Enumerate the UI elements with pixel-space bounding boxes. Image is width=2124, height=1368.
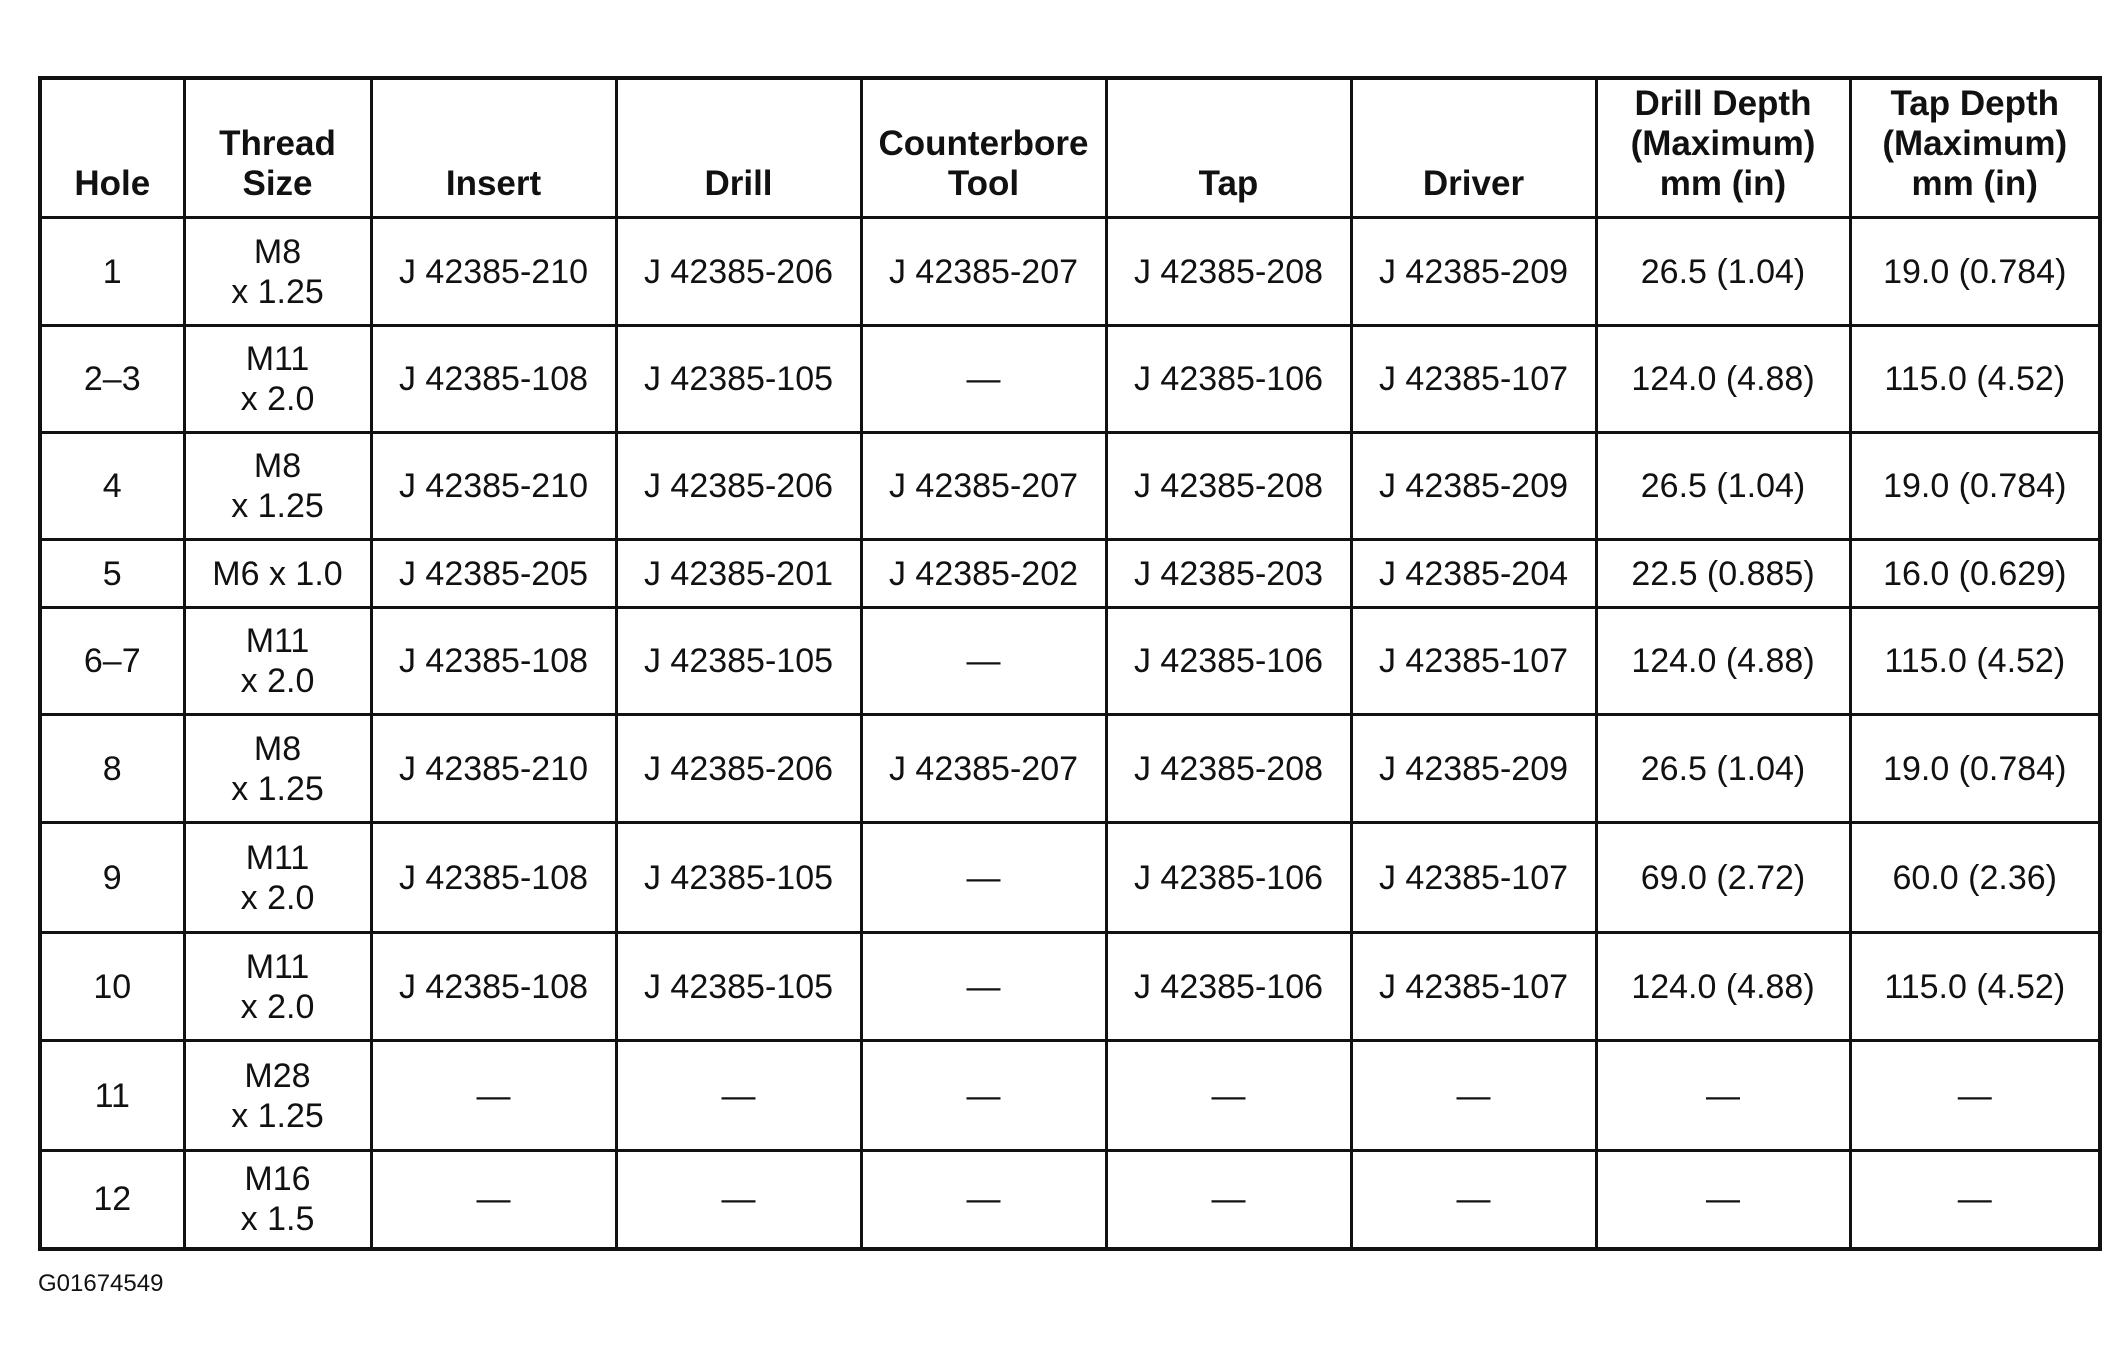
cell-thread-size: [184, 326, 371, 433]
header-tap: Tap: [1106, 78, 1351, 218]
cell-driver: —: [1351, 1041, 1596, 1151]
cell-tap-depth: 115.0 (4.52): [1850, 326, 2100, 433]
cell-counterbore-tool: —: [861, 608, 1106, 715]
cell-tap: —: [1106, 1151, 1351, 1249]
table-row: [40, 1151, 2100, 1249]
cell-insert: J 42385-205: [371, 540, 616, 608]
cell-drill: J 42385-105: [616, 823, 861, 933]
cell-insert: J 42385-210: [371, 218, 616, 326]
cell-hole: 9: [40, 823, 184, 933]
header-tap-depth: Tap Depth (Maximum) mm (in): [1850, 78, 2100, 218]
cell-driver: J 42385-209: [1351, 218, 1596, 326]
cell-driver: J 42385-209: [1351, 433, 1596, 540]
figure-id: G01674549: [38, 1270, 164, 1297]
cell-counterbore-tool: J 42385-207: [861, 715, 1106, 823]
cell-drill-depth: —: [1596, 1151, 1850, 1249]
cell-drill: J 42385-201: [616, 540, 861, 608]
cell-drill-depth: 26.5 (1.04): [1596, 715, 1850, 823]
cell-driver: J 42385-107: [1351, 608, 1596, 715]
cell-drill: J 42385-206: [616, 433, 861, 540]
cell-insert: J 42385-210: [371, 433, 616, 540]
cell-tap-depth: 19.0 (0.784): [1850, 433, 2100, 540]
cell-tap: J 42385-208: [1106, 218, 1351, 326]
cell-thread-size: [184, 218, 371, 326]
cell-counterbore-tool: —: [861, 1041, 1106, 1151]
thread-size-line: x 2.0: [240, 662, 315, 700]
cell-driver: J 42385-209: [1351, 715, 1596, 823]
cell-tap-depth: 115.0 (4.52): [1850, 608, 2100, 715]
cell-drill: —: [616, 1041, 861, 1151]
header-hole: Hole: [40, 78, 184, 218]
cell-counterbore-tool: —: [861, 1151, 1106, 1249]
cell-hole: 1: [40, 218, 184, 326]
cell-drill-depth: 124.0 (4.88): [1596, 326, 1850, 433]
cell-hole: 5: [40, 540, 184, 608]
header-drill-depth: Drill Depth (Maximum) mm (in): [1596, 78, 1850, 218]
thread-size-line: M8: [253, 447, 302, 485]
cell-hole: 8: [40, 715, 184, 823]
header-driver: Driver: [1351, 78, 1596, 218]
thread-size-line: x 2.0: [240, 987, 315, 1026]
thread-size-line: M8: [253, 232, 302, 271]
cell-tap: J 42385-106: [1106, 933, 1351, 1041]
cell-driver: J 42385-204: [1351, 540, 1596, 608]
table-body: [40, 218, 2100, 1249]
thread-size-line: x 1.25: [231, 769, 324, 808]
cell-counterbore-tool: J 42385-207: [861, 218, 1106, 326]
table-row: [40, 933, 2100, 1041]
cell-insert: J 42385-108: [371, 823, 616, 933]
cell-tap-depth: 19.0 (0.784): [1850, 715, 2100, 823]
cell-thread-size: [184, 1041, 371, 1151]
cell-drill-depth: 22.5 (0.885): [1596, 540, 1850, 608]
table-row: [40, 1041, 2100, 1151]
cell-tap: J 42385-106: [1106, 326, 1351, 433]
cell-thread-size: [184, 933, 371, 1041]
cell-thread-size: [184, 715, 371, 823]
header-row: [40, 78, 2100, 218]
cell-drill: J 42385-105: [616, 326, 861, 433]
cell-tap: J 42385-208: [1106, 715, 1351, 823]
cell-counterbore-tool: J 42385-207: [861, 433, 1106, 540]
thread-size-line: x 1.25: [231, 487, 324, 525]
cell-driver: J 42385-107: [1351, 933, 1596, 1041]
cell-thread-size: [184, 608, 371, 715]
thread-size-line: M11: [245, 947, 310, 986]
cell-insert: —: [371, 1151, 616, 1249]
table-row: [40, 218, 2100, 326]
cell-thread-size: [184, 1151, 371, 1249]
cell-counterbore-tool: —: [861, 326, 1106, 433]
tool-spec-table: [38, 76, 2102, 1251]
cell-hole: 6–7: [40, 608, 184, 715]
cell-drill: J 42385-105: [616, 933, 861, 1041]
cell-tap-depth: 115.0 (4.52): [1850, 933, 2100, 1041]
header-drill: Drill: [616, 78, 861, 218]
cell-drill: J 42385-105: [616, 608, 861, 715]
thread-size-line: M6 x 1.0: [212, 554, 343, 593]
cell-tap: J 42385-106: [1106, 823, 1351, 933]
cell-drill-depth: 124.0 (4.88): [1596, 933, 1850, 1041]
thread-size-line: x 2.0: [240, 878, 315, 917]
cell-insert: J 42385-210: [371, 715, 616, 823]
cell-tap: J 42385-106: [1106, 608, 1351, 715]
cell-drill: —: [616, 1151, 861, 1249]
cell-insert: J 42385-108: [371, 933, 616, 1041]
cell-insert: J 42385-108: [371, 608, 616, 715]
cell-hole: 11: [40, 1041, 184, 1151]
cell-tap-depth: —: [1850, 1151, 2100, 1249]
cell-hole: 4: [40, 433, 184, 540]
cell-drill: J 42385-206: [616, 218, 861, 326]
thread-size-line: M28: [244, 1056, 311, 1095]
thread-size-line: M8: [253, 729, 302, 768]
thread-size-line: M11: [245, 838, 310, 877]
table-row: [40, 715, 2100, 823]
cell-tap-depth: 19.0 (0.784): [1850, 218, 2100, 326]
cell-insert: —: [371, 1041, 616, 1151]
cell-tap-depth: 60.0 (2.36): [1850, 823, 2100, 933]
cell-tap-depth: 16.0 (0.629): [1850, 540, 2100, 608]
thread-size-line: x 1.25: [231, 272, 324, 311]
table-row: [40, 608, 2100, 715]
cell-drill-depth: 26.5 (1.04): [1596, 433, 1850, 540]
cell-tap: J 42385-203: [1106, 540, 1351, 608]
thread-size-line: x 1.25: [231, 1096, 324, 1135]
header-counterbore-tool: Counterbore Tool: [861, 78, 1106, 218]
cell-tap-depth: —: [1850, 1041, 2100, 1151]
thread-size-line: M16: [244, 1160, 311, 1199]
thread-size-line: x 1.5: [240, 1200, 315, 1239]
table-row: [40, 823, 2100, 933]
cell-drill-depth: 26.5 (1.04): [1596, 218, 1850, 326]
header-insert: Insert: [371, 78, 616, 218]
table-row: [40, 326, 2100, 433]
cell-thread-size: [184, 540, 371, 608]
cell-counterbore-tool: —: [861, 823, 1106, 933]
cell-hole: 12: [40, 1151, 184, 1249]
cell-insert: J 42385-108: [371, 326, 616, 433]
cell-hole: 10: [40, 933, 184, 1041]
cell-thread-size: [184, 433, 371, 540]
cell-counterbore-tool: —: [861, 933, 1106, 1041]
cell-drill-depth: 124.0 (4.88): [1596, 608, 1850, 715]
header-thread-size: Thread Size: [184, 78, 371, 218]
thread-size-line: M11: [245, 622, 310, 660]
cell-hole: 2–3: [40, 326, 184, 433]
thread-size-line: M11: [245, 340, 310, 378]
cell-drill-depth: —: [1596, 1041, 1850, 1151]
cell-counterbore-tool: J 42385-202: [861, 540, 1106, 608]
cell-tap: J 42385-208: [1106, 433, 1351, 540]
table-row: [40, 540, 2100, 608]
cell-driver: J 42385-107: [1351, 823, 1596, 933]
thread-size-line: x 2.0: [240, 380, 315, 418]
cell-driver: —: [1351, 1151, 1596, 1249]
table-row: [40, 433, 2100, 540]
cell-driver: J 42385-107: [1351, 326, 1596, 433]
cell-tap: —: [1106, 1041, 1351, 1151]
cell-thread-size: [184, 823, 371, 933]
cell-drill: J 42385-206: [616, 715, 861, 823]
cell-drill-depth: 69.0 (2.72): [1596, 823, 1850, 933]
